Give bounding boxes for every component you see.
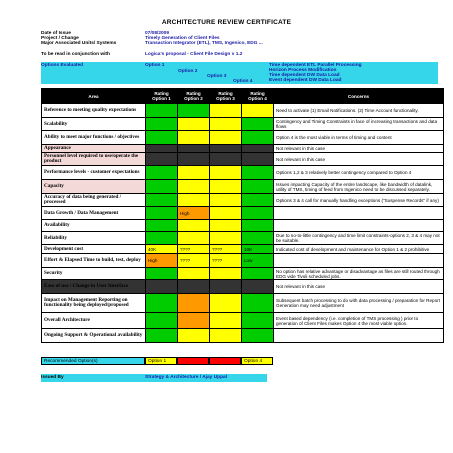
rating-cell-option-4 <box>242 104 274 118</box>
rating-cell-option-3 <box>210 232 242 245</box>
rating-cell-option-2 <box>178 220 210 232</box>
table-row <box>42 194 444 207</box>
option-3-label: Option 3 <box>207 74 227 79</box>
rating-cell-option-4 <box>242 294 274 313</box>
review-table <box>41 88 444 343</box>
rating-cell-option-1 <box>146 166 178 180</box>
area-cell: Performance levels - customer expectations <box>42 166 146 180</box>
concern-cell: Not relevant in this case <box>274 145 444 153</box>
rating-cell-option-4 <box>242 118 274 131</box>
rating-cell-option-4 <box>242 145 274 153</box>
rating-cell-option-3 <box>210 153 242 166</box>
recommended-option-3-cell <box>209 357 241 365</box>
area-cell: Availability <box>42 220 146 232</box>
table-row <box>42 180 444 194</box>
area-cell: Scalability <box>42 118 146 131</box>
issued-by-value: Strategy & Architecture / Ajay Uppal <box>145 375 228 380</box>
concern-cell: Need to activate (1) Email Notifications. (2) Time Account functionality. <box>274 104 444 118</box>
area-cell: Appearance <box>42 145 146 153</box>
concern-cell: Not relevant in this case <box>274 153 444 166</box>
table-row <box>42 294 444 313</box>
area-cell: Capacity <box>42 180 146 194</box>
table-row <box>42 118 444 131</box>
rating-cell-option-3 <box>210 294 242 313</box>
table-row <box>42 131 444 145</box>
rating-cell-option-2 <box>178 268 210 280</box>
table-row <box>42 153 444 166</box>
rating-cell-option-4 <box>242 131 274 145</box>
header-area: Area <box>42 89 146 104</box>
area-cell: Effort & Elapsed Time to build, test, deploy <box>42 254 146 268</box>
rating-cell-option-2 <box>178 180 210 194</box>
rating-cell-option-1 <box>146 313 178 329</box>
rating-cell-option-1: 40K <box>146 245 178 254</box>
rating-cell-option-2 <box>178 131 210 145</box>
meta-key: To be read in conjunction with <box>41 52 110 57</box>
meta-value: Transaction Integrator (ETL), TMS, Ingenico, EDG ... <box>145 41 263 46</box>
table-row <box>42 329 444 343</box>
area-cell: Development cost <box>42 245 146 254</box>
rating-cell-option-2 <box>178 194 210 207</box>
area-cell: Impact on Management Reporting on functionality being deployed/proposed <box>42 294 146 313</box>
area-cell: Data Growth / Data Management <box>42 207 146 220</box>
rating-cell-option-2: ???? <box>178 254 210 268</box>
area-cell: Personnel level required to use/operate the product <box>42 153 146 166</box>
rating-cell-option-3 <box>210 118 242 131</box>
issued-by-label: Issued By <box>41 375 64 380</box>
concern-cell <box>274 207 444 220</box>
rating-cell-option-2 <box>178 313 210 329</box>
table-row <box>42 166 444 180</box>
area-cell: Ability to meet major functions / objectives <box>42 131 146 145</box>
table-row <box>42 268 444 280</box>
rating-cell-option-2 <box>178 166 210 180</box>
rating-cell-option-3 <box>210 145 242 153</box>
rating-cell-option-2 <box>178 329 210 343</box>
rating-cell-option-1 <box>146 153 178 166</box>
area-cell: Ongoing Support & Operational availability <box>42 329 146 343</box>
rating-cell-option-4 <box>242 207 274 220</box>
concern-cell: No option has relative advantage or disadvantage as files are still routed through EDG vide Tivoli scheduled jobs. <box>274 268 444 280</box>
table-row <box>42 245 444 254</box>
concern-cell: Options 1,2 & 3 relatively better contingency compared to Option 4 <box>274 166 444 180</box>
rating-cell-option-4 <box>242 153 274 166</box>
table-header-row <box>42 89 444 104</box>
area-cell: Reference to meeting quality expectations <box>42 104 146 118</box>
concern-cell <box>274 329 444 343</box>
rating-cell-option-4: Low <box>242 254 274 268</box>
table-row <box>42 313 444 329</box>
rating-cell-option-2 <box>178 280 210 294</box>
concern-cell: Event based dependency (i.e. completion of TMS processing ) prior to generation of Client Files makes Option 4 the most viable option. <box>274 313 444 329</box>
table-row <box>42 104 444 118</box>
rating-cell-option-4 <box>242 329 274 343</box>
concern-cell: Issues impacting Capacity of the entire landscape, like bandwidth of datalink, utility of TMS, timing of feed from Ingenico need to be discussed separately. <box>274 180 444 194</box>
concern-cell: Option 4 is the most viable in terms of timing and content <box>274 131 444 145</box>
rating-cell-option-4 <box>242 180 274 194</box>
concern-cell: Contingency and Timing Constraints in face of increasing transactions and data flows <box>274 118 444 131</box>
rating-cell-option-2 <box>178 145 210 153</box>
meta-value: Logica's proposal - Client File Design v 1.2 <box>145 52 243 57</box>
rating-cell-option-1 <box>146 118 178 131</box>
rating-cell-option-4: 10K <box>242 245 274 254</box>
rating-cell-option-1 <box>146 145 178 153</box>
header-concerns: Concerns <box>274 89 444 104</box>
concern-cell: Options 3 & 4 call for manually handling exceptions ("Suspense Records" if any) <box>274 194 444 207</box>
page-title: ARCHITECTURE REVIEW CERTIFICATE <box>161 19 292 26</box>
rating-cell-option-3 <box>210 166 242 180</box>
rating-cell-option-2: ???? <box>178 245 210 254</box>
meta-value: Timely Generation of Client Files <box>145 36 220 41</box>
rating-cell-option-4 <box>242 166 274 180</box>
recommended-label: Recommended Option(s) <box>41 357 145 365</box>
rating-cell-option-2 <box>178 153 210 166</box>
table-row <box>42 220 444 232</box>
option-4-desc: Event dependent DW Data Load <box>269 78 342 83</box>
rating-cell-option-3 <box>210 329 242 343</box>
recommended-option-4: Option 4 <box>241 357 273 365</box>
meta-key: Major Associated Units/ Systems <box>41 41 117 46</box>
meta-key: Date of Issue <box>41 31 71 36</box>
rating-cell-option-2 <box>178 118 210 131</box>
rating-cell-option-3 <box>210 280 242 294</box>
option-4-label: Option 4 <box>233 79 253 84</box>
rating-cell-option-1 <box>146 294 178 313</box>
rating-cell-option-3 <box>210 220 242 232</box>
header-rating-option-1: Rating Option 1 <box>146 89 178 104</box>
rating-cell-option-4 <box>242 232 274 245</box>
rating-cell-option-2 <box>178 104 210 118</box>
rating-cell-option-1 <box>146 329 178 343</box>
concern-cell: Indicated cost of development and maintenance for Option 1 & 2 prohibitive <box>274 245 444 254</box>
rating-cell-option-4 <box>242 280 274 294</box>
option-1-desc: Time dependent ETL Parallel Processing <box>269 63 362 68</box>
rating-cell-option-3: ???? <box>210 254 242 268</box>
recommended-option-2-cell <box>177 357 209 365</box>
rating-cell-option-4 <box>242 313 274 329</box>
concern-cell: Subsequent batch processing to do with data processing / preparation for Report Generation may need adjustment <box>274 294 444 313</box>
rating-cell-option-1 <box>146 207 178 220</box>
option-1-label: Option 1 <box>145 63 165 68</box>
rating-cell-option-3 <box>210 194 242 207</box>
rating-cell-option-1: High <box>146 254 178 268</box>
rating-cell-option-3 <box>210 313 242 329</box>
rating-cell-option-3 <box>210 131 242 145</box>
rating-cell-option-1 <box>146 268 178 280</box>
rating-cell-option-3 <box>210 104 242 118</box>
option-3-desc: Time dependent DW Data Load <box>269 73 340 78</box>
options-label: Options Evaluated <box>41 63 84 68</box>
issued-by-band <box>41 374 267 382</box>
options-evaluated-band <box>41 62 438 84</box>
area-cell: Overall Architecture <box>42 313 146 329</box>
table-row <box>42 207 444 220</box>
area-cell: Security <box>42 268 146 280</box>
meta-value: 07/08/2009 <box>145 31 170 36</box>
table-row <box>42 254 444 268</box>
rating-cell-option-4 <box>242 268 274 280</box>
concern-cell <box>274 254 444 268</box>
table-row <box>42 145 444 153</box>
area-cell: Accuracy of data being generated / processed <box>42 194 146 207</box>
table-row <box>42 280 444 294</box>
rating-cell-option-3 <box>210 180 242 194</box>
header-rating-option-3: Rating Option 3 <box>210 89 242 104</box>
concern-cell: Due to no-to-little contingency and time limit constraints-options 2, 3 & 4 may not be suitable. <box>274 232 444 245</box>
rating-cell-option-1 <box>146 104 178 118</box>
concern-cell: Not relevant in this case <box>274 280 444 294</box>
rating-cell-option-2 <box>178 294 210 313</box>
rating-cell-option-2: High <box>178 207 210 220</box>
rating-cell-option-1 <box>146 131 178 145</box>
recommended-option-1: Option 1 <box>145 357 177 365</box>
rating-cell-option-4 <box>242 220 274 232</box>
area-cell: Reliability <box>42 232 146 245</box>
rating-cell-option-2 <box>178 232 210 245</box>
concern-cell <box>274 220 444 232</box>
rating-cell-option-1 <box>146 280 178 294</box>
rating-cell-option-3 <box>210 268 242 280</box>
rating-cell-option-1 <box>146 180 178 194</box>
option-2-desc: Horizon Process Modification <box>269 68 337 73</box>
rating-cell-option-1 <box>146 220 178 232</box>
table-row <box>42 232 444 245</box>
header-rating-option-4: Rating Option 4 <box>242 89 274 104</box>
rating-cell-option-1 <box>146 194 178 207</box>
option-2-label: Option 2 <box>178 69 198 74</box>
rating-cell-option-4 <box>242 194 274 207</box>
rating-cell-option-3 <box>210 207 242 220</box>
rating-cell-option-1 <box>146 232 178 245</box>
header-rating-option-2: Rating Option 2 <box>178 89 210 104</box>
area-cell: Ease of use / Change in User Interface <box>42 280 146 294</box>
rating-cell-option-3: ???? <box>210 245 242 254</box>
meta-key: Project / Change <box>41 36 79 41</box>
